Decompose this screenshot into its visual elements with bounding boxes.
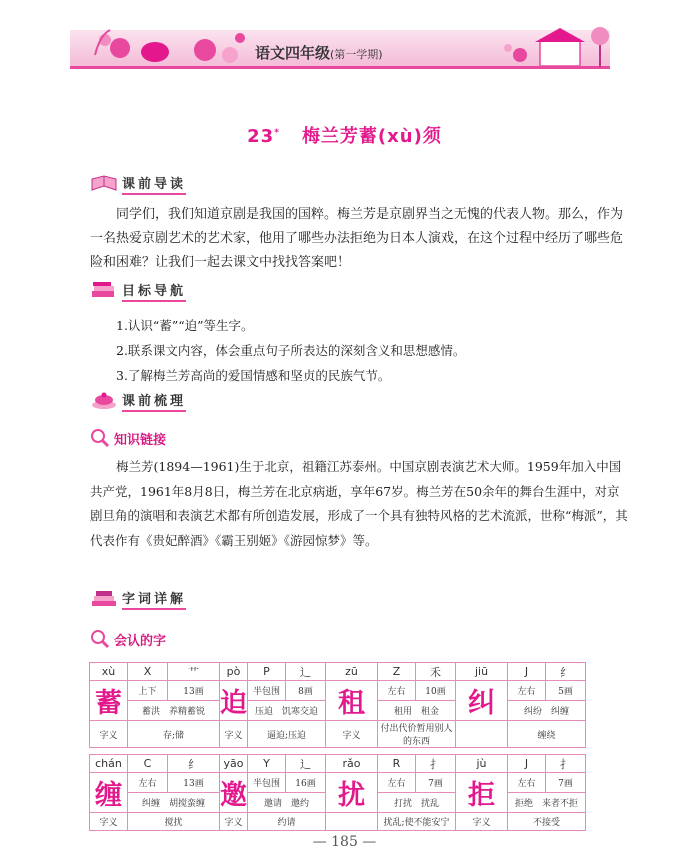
pinyin-cell: jù <box>456 755 508 773</box>
structure-cell: 左右 <box>378 773 416 793</box>
book-icon <box>90 174 118 194</box>
meaning-label-cell <box>456 721 508 748</box>
words-cell: 邀请 邀约 <box>248 793 326 813</box>
strokes-cell: 7画 <box>546 773 586 793</box>
initial-letter-cell: X <box>128 663 168 681</box>
words-cell: 拒绝 来者不拒 <box>508 793 586 813</box>
initial-letter-cell: J <box>508 663 546 681</box>
meaning-label-cell: 字义 <box>220 721 248 748</box>
initial-letter-cell: P <box>248 663 286 681</box>
meaning-cell: 逼迫;压迫 <box>248 721 326 748</box>
words-cell: 打扰 扰乱 <box>378 793 456 813</box>
structure-cell: 半包围 <box>248 773 286 793</box>
meaning-cell: 付出代价暂用别人的东西 <box>378 721 456 748</box>
words-cell: 纠缠 胡搅蛮缠 <box>128 793 220 813</box>
structure-cell: 左右 <box>508 681 546 701</box>
books-icon <box>90 281 118 301</box>
radical-cell: 扌 <box>546 755 586 773</box>
strokes-cell: 13画 <box>168 773 220 793</box>
pinyin-cell: jiū <box>456 663 508 681</box>
meaning-cell: 约请 <box>248 813 326 831</box>
char-table <box>89 662 638 831</box>
pinyin-cell: chán <box>90 755 128 773</box>
knowledge-paragraph: 梅兰芳(1894—1961)生于北京，祖籍江苏泰州。中国京剧表演艺术大师。1959年加入中国共产党，1961年8月8日，梅兰芳在北京病逝，享年67岁。梅兰芳在50余年的舞台生涯中，对京剧旦角的演唱和表演艺术都有所创造发展，形成了一个具有独特风格的艺术流派，世称“梅派”，其代表作有《贵妃醉酒》《霸王别姬》《游园惊梦》等。 <box>90 459 628 548</box>
section-words: 字词详解 <box>90 588 186 610</box>
meaning-cell: 扰乱;使不能安宁 <box>378 813 456 831</box>
radical-cell: 辶 <box>286 663 326 681</box>
structure-cell: 半包围 <box>248 681 286 701</box>
words-cell: 压迫 饥寒交迫 <box>248 701 326 721</box>
radical-cell: 扌 <box>416 755 456 773</box>
words-cell: 蓄洪 养精蓄锐 <box>128 701 220 721</box>
page-number: — 185 — <box>312 834 377 850</box>
goal-item: 2.联系课文内容，体会重点句子所表达的深刻含义和思想感情。 <box>116 343 466 358</box>
radical-cell: 禾 <box>416 663 456 681</box>
radical-cell: 纟 <box>168 755 220 773</box>
header-title: 语文四年级(第一学期) <box>255 44 383 62</box>
strokes-cell: 16画 <box>286 773 326 793</box>
strokes-cell: 13画 <box>168 681 220 701</box>
strokes-cell: 5画 <box>546 681 586 701</box>
magnifier-icon <box>90 428 110 448</box>
section-goals: 目标导航 <box>90 280 186 302</box>
goal-item: 3.了解梅兰芳高尚的爱国情感和坚贞的民族气节。 <box>116 368 391 383</box>
pinyin-cell: pò <box>220 663 248 681</box>
section-review: 课前梳理 <box>90 390 186 412</box>
structure-cell: 左右 <box>378 681 416 701</box>
lesson-title-text: 梅兰芳蓄(xù)须 <box>301 126 442 147</box>
words-cell: 纠纷 纠缠 <box>508 701 586 721</box>
pinyin-cell: yāo <box>220 755 248 773</box>
char-cell: 蓄 <box>90 681 128 721</box>
meaning-label-cell: 字义 <box>456 813 508 831</box>
cake-icon <box>90 391 118 411</box>
char-cell: 迫 <box>220 681 248 721</box>
structure-cell: 左右 <box>128 773 168 793</box>
structure-cell: 左右 <box>508 773 546 793</box>
radical-cell: 纟 <box>546 663 586 681</box>
radical-cell: 辶 <box>286 755 326 773</box>
meaning-label-cell: 字义 <box>326 721 378 748</box>
meaning-cell: 存;储 <box>128 721 220 748</box>
meaning-label-cell <box>326 813 378 831</box>
initial-letter-cell: Z <box>378 663 416 681</box>
intro-paragraph: 同学们，我们知道京剧是我国的国粹。梅兰芳是京剧界当之无愧的代表人物。那么，作为一名热爱京剧艺术的艺术家，他用了哪些办法拒绝为日本人演戏，在这个过程中经历了哪些危险和困难？让我们一起去课文中找找答案吧！ <box>90 207 624 270</box>
subsection-knowledge: 知识链接 <box>90 428 166 448</box>
meaning-cell: 搅扰 <box>128 813 220 831</box>
meaning-cell: 缠绕 <box>508 721 586 748</box>
initial-letter-cell: C <box>128 755 168 773</box>
header-decoration <box>0 0 689 80</box>
lesson-number: 23* <box>247 126 280 147</box>
initial-letter-cell: Y <box>248 755 286 773</box>
meaning-label-cell: 字义 <box>220 813 248 831</box>
initial-letter-cell: R <box>378 755 416 773</box>
initial-letter-cell: J <box>508 755 546 773</box>
meaning-cell: 不接受 <box>508 813 586 831</box>
books-icon <box>90 589 118 609</box>
meaning-label-cell: 字义 <box>90 813 128 831</box>
char-cell: 纠 <box>456 681 508 721</box>
pinyin-cell: xù <box>90 663 128 681</box>
strokes-cell: 10画 <box>416 681 456 701</box>
char-cell: 邀 <box>220 773 248 813</box>
structure-cell: 上下 <box>128 681 168 701</box>
subsection-recognize: 会认的字 <box>90 629 166 649</box>
section-preview: 课前导读 <box>90 173 186 195</box>
meaning-label-cell: 字义 <box>90 721 128 748</box>
goal-item: 1.认识“蓄”“迫”等生字。 <box>116 318 254 333</box>
strokes-cell: 7画 <box>416 773 456 793</box>
char-cell: 拒 <box>456 773 508 813</box>
pinyin-cell: rǎo <box>326 755 378 773</box>
lesson-title <box>0 122 689 148</box>
pinyin-cell: zū <box>326 663 378 681</box>
words-cell: 租用 租金 <box>378 701 456 721</box>
page-header <box>0 0 689 80</box>
strokes-cell: 8画 <box>286 681 326 701</box>
char-cell: 租 <box>326 681 378 721</box>
radical-cell: 艹 <box>168 663 220 681</box>
char-cell: 缠 <box>90 773 128 813</box>
magnifier-icon <box>90 629 110 649</box>
char-cell: 扰 <box>326 773 378 813</box>
